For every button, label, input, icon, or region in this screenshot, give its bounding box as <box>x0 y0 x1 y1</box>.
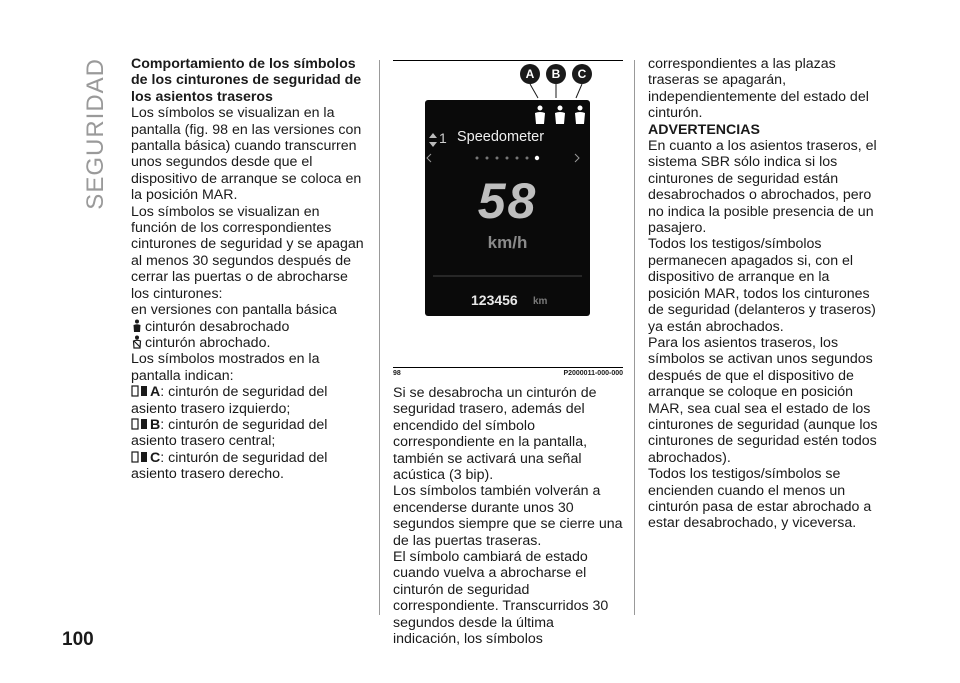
paragraph: Los símbolos se visualizan en función de los correspondientes cinturones de seguridad y se apagan al menos 30 segundos después de cerrar las puertas o de abrocharse los cinturones: <box>131 203 364 302</box>
symbol-line-fastened <box>131 335 367 351</box>
page-indicator <box>425 152 590 164</box>
up-down-arrow-icon <box>428 132 438 148</box>
list-item <box>131 384 367 417</box>
seatbelt-icons-row <box>530 104 590 126</box>
badge-c: C <box>572 64 592 84</box>
figure-code: P2000011-000-000 <box>563 370 623 377</box>
screen-title: Speedometer <box>457 129 545 145</box>
column-right <box>648 56 884 532</box>
paragraph: correspondientes a las plazas traseras se apagarán, independientemente del estado del cinturón. <box>648 56 869 122</box>
paragraph: En cuanto a los asientos traseros, el sistema SBR sólo indica si los cinturones de seguridad están desabrochados o abrochados, pero no indica la posible presencia de un pasajero. <box>648 138 877 237</box>
seat-b-icon <box>131 418 149 430</box>
symbol-text: cinturón desabrochado <box>145 318 290 335</box>
item-letter: A <box>150 384 161 401</box>
item-text: : cinturón de seguridad del asiento trasero derecho. <box>131 449 328 483</box>
warnings-heading: ADVERTENCIAS <box>648 121 760 138</box>
section-tab <box>82 58 112 210</box>
symbol-text: cinturón abrochado. <box>145 334 271 351</box>
list-item <box>131 417 367 450</box>
paragraph: Para los asientos traseros, los símbolos se activan unos segundos después de que el dispositivo de arranque se coloque en posición MAR, sea cual sea el estado de los cinturones de seguridad (aunque los cinturones de seguridad estén todos abrochados). <box>648 334 878 466</box>
odometer-value: 123456 <box>471 292 518 308</box>
item-letter: C <box>150 449 161 466</box>
column-divider <box>634 60 635 615</box>
paragraph: Los símbolos también volverán a encenderse durante unos 30 segundos siempre que se cierre una de las puertas traseras. <box>393 483 623 549</box>
figure-bottom-rule <box>393 367 623 368</box>
badge-a: A <box>520 64 540 84</box>
figure-number: 98 <box>393 370 401 377</box>
column-middle <box>393 385 623 648</box>
list-item <box>131 450 367 483</box>
column-left <box>131 56 367 483</box>
paragraph: Los símbolos mostrados en la pantalla indican: <box>131 351 320 384</box>
figure-top-rule <box>393 60 623 61</box>
item-text: : cinturón de seguridad del asiento trasero central; <box>131 416 328 450</box>
item-text: : cinturón de seguridad del asiento trasero izquierdo; <box>131 384 328 417</box>
section-heading: Comportamiento de los símbolos de los cinturones de seguridad de los asientos traseros <box>131 56 362 105</box>
badge-b: B <box>546 64 566 84</box>
paragraph: Todos los testigos/símbolos permanecen apagados si, con el dispositivo de arranque en la posición MAR, todos los cinturones de seguridad (delanteros y traseros) ya están abrochados. <box>648 236 876 335</box>
instrument-display <box>425 100 590 316</box>
paragraph: El símbolo cambiará de estado cuando vuelva a abrocharse el cinturón de seguridad correspondiente. Transcurridos 30 segundos desde la última indicación, los símbolos <box>393 549 609 648</box>
belt-unfastened-icon <box>131 319 143 333</box>
section-tab-label: SEGURIDAD <box>82 58 109 210</box>
speed-value: 58 <box>477 173 538 229</box>
symbol-line-unfastened <box>131 319 367 335</box>
speed-unit: km/h <box>487 233 528 252</box>
belt-fastened-icon <box>131 335 143 349</box>
paragraph: Los símbolos se visualizan en la pantalla (fig. 98 en las versiones con pantalla básica) cuando transcurren unos segundos desde que el dispositivo de arranque se coloca en la posición MAR. <box>131 105 362 204</box>
seat-c-icon <box>131 451 149 463</box>
column-divider <box>379 60 380 615</box>
item-letter: B <box>150 416 161 433</box>
seat-a-icon <box>131 385 149 397</box>
paragraph: Todos los testigos/símbolos se encienden cuando el menos un cinturón pasa de estar abrochado a estar desabrochado, y viceversa. <box>648 466 872 532</box>
odometer-unit: km <box>533 296 548 307</box>
paragraph: Si se desabrocha un cinturón de seguridad trasero, además del encendido del símbolo correspondiente en la pantalla, también se activará una señal acústica (3 bip). <box>393 385 597 484</box>
page-number: 100 <box>62 629 94 650</box>
screen-index: 1 <box>439 130 447 146</box>
paragraph: en versiones con pantalla básica <box>131 302 337 319</box>
screen-divider <box>425 274 590 278</box>
